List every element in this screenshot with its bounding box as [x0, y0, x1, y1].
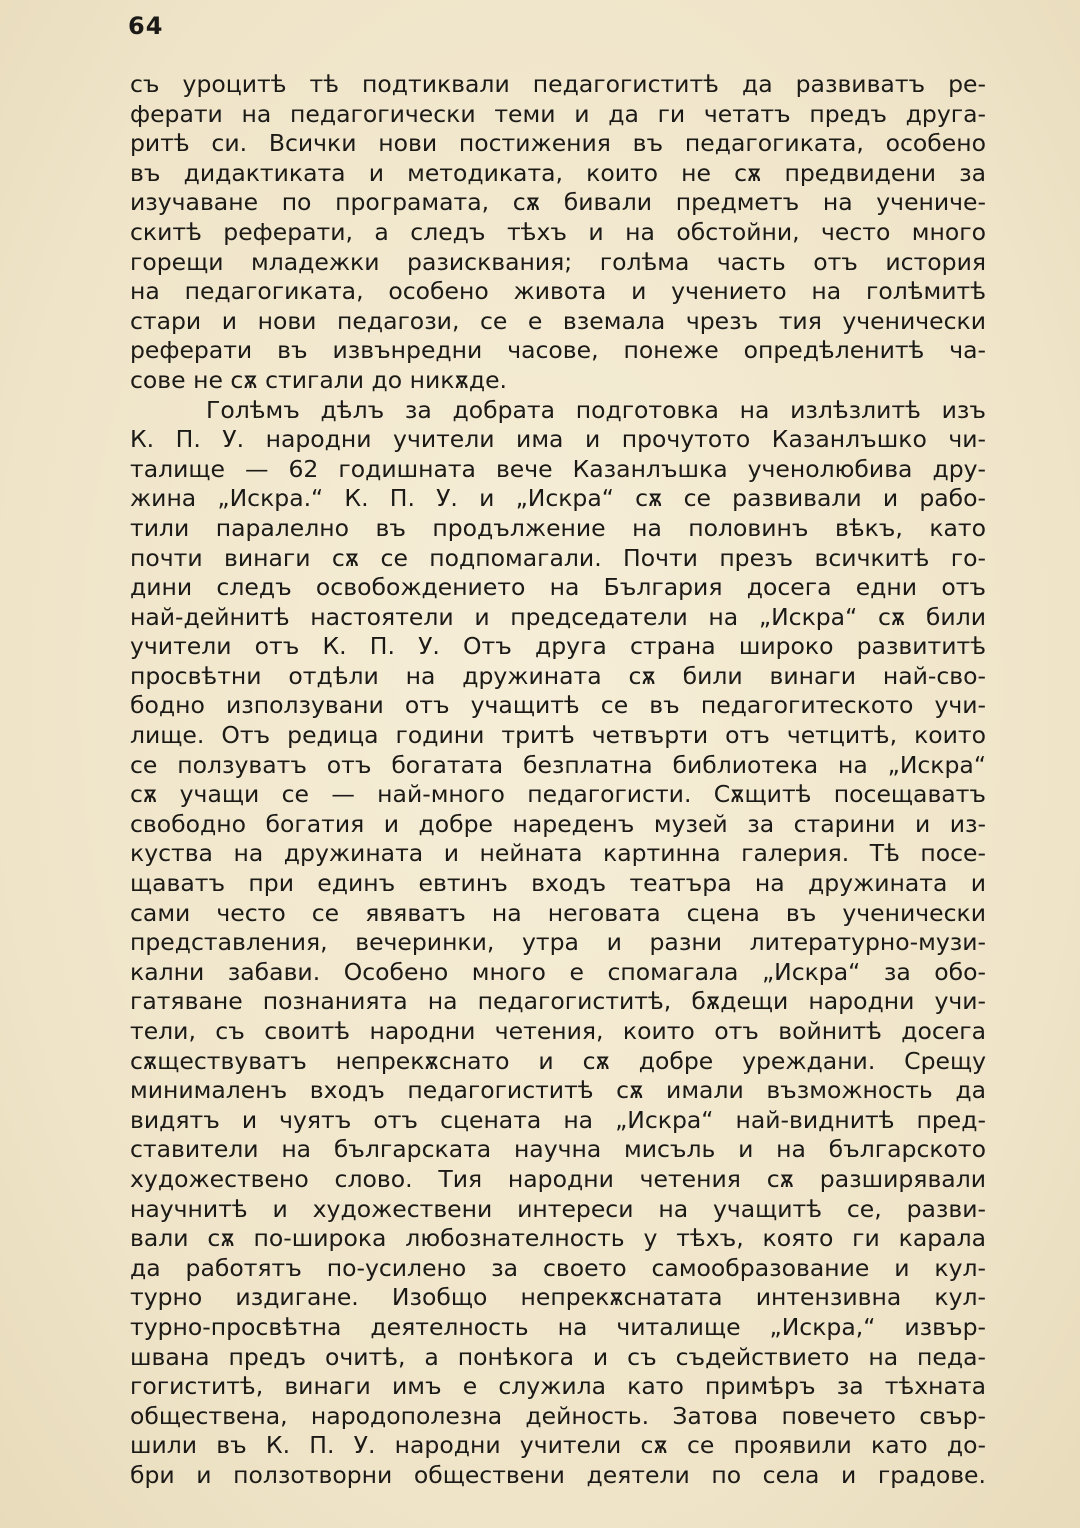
text-line: свободно богатия и добре нареденъ музей за старини и из-	[130, 809, 986, 838]
text-line: кални забави. Особено много е спомагала „Искра“ за обо-	[130, 957, 986, 986]
text-line: дини следъ освобождението на България досега едни отъ	[130, 573, 986, 602]
text-line: швана предъ очитѣ, а понѣкога и съ съдействието на педа-	[130, 1342, 986, 1371]
text-line: К. П. У. народни учители има и прочутото Казанлъшко чи-	[130, 425, 986, 454]
text-line: сами често се явяватъ на неговата сцена въ ученически	[130, 898, 986, 927]
text-line: просвѣтни отдѣли на дружината сѫ били винаги най-сво-	[130, 661, 986, 690]
text-line: гатяване познанията на педагогиститѣ, бѫдещи народни учи-	[130, 987, 986, 1016]
text-line: на педагогиката, особено живота и учението на голѣмитѣ	[130, 277, 986, 306]
text-line: въ дидактиката и методиката, които не сѫ предвидени за	[130, 158, 986, 187]
text-line: научнитѣ и художествени интереси на учащитѣ се, разви-	[130, 1194, 986, 1223]
body-text	[130, 70, 986, 1491]
paragraph-1	[130, 70, 986, 396]
text-line: реферати въ извънредни часове, понеже опредѣленитѣ ча-	[130, 336, 986, 365]
text-line: Голѣмъ дѣлъ за добрата подготовка на излѣзлитѣ изъ	[206, 395, 986, 424]
text-line: горещи младежки разисквания; голѣма часть отъ история	[130, 247, 986, 276]
text-line: талище — 62 годишната вече Казанлъшка ученолюбива дру-	[130, 454, 986, 483]
text-line: художествено слово. Тия народни четения сѫ разширявали	[130, 1164, 986, 1193]
text-line: изучаване по програмата, сѫ бивали предметъ на учениче-	[130, 188, 986, 217]
text-line: ставители на българската научна мисъль и на българското	[130, 1135, 986, 1164]
text-line: ритѣ си. Всички нови постижения въ педагогиката, особено	[130, 129, 986, 158]
text-line: турно издигане. Изобщо непрекѫснатата интензивна кул-	[130, 1283, 986, 1312]
text-line: жина „Искра.“ К. П. У. и „Искра“ сѫ се развивали и рабо-	[130, 484, 986, 513]
text-line: бодно използувани отъ учащитѣ се въ педагогитеското учи-	[130, 691, 986, 720]
text-line: се ползуватъ отъ богатата безплатна библиотека на „Искра“	[130, 750, 986, 779]
text-line: турно-просвѣтна деятелность на читалище „Искра,“ извър-	[130, 1312, 986, 1341]
text-line: бри и ползотворни обществени деятели по села и градове.	[130, 1460, 986, 1489]
text-line: сове не сѫ стигали до никѫде.	[130, 365, 508, 394]
text-line: почти винаги сѫ се подпомагали. Почти презъ всичкитѣ го-	[130, 543, 986, 572]
text-line: да работятъ по-усилено за своето самообразование и кул-	[130, 1253, 986, 1282]
text-line: обществена, народополезна дейность. Затова повечето свър-	[130, 1401, 986, 1430]
text-line: най-дейнитѣ настоятели и председатели на „Искра“ сѫ били	[130, 602, 986, 631]
text-line: гогиститѣ, винаги имъ е служила като примѣръ за тѣхната	[130, 1372, 986, 1401]
text-line: щаватъ при единъ евтинъ входъ театъра на дружината и	[130, 869, 986, 898]
text-line: ферати на педагогически теми и да ги четатъ предъ друга-	[130, 99, 986, 128]
text-line: куства на дружината и нейната картинна галерия. Тѣ посе-	[130, 839, 986, 868]
page-number: 64	[128, 12, 164, 40]
text-line: представления, вечеринки, утра и разни литературно-музи-	[130, 928, 986, 957]
text-line: вали сѫ по-широка любознателность у тѣхъ, която ги карала	[130, 1224, 986, 1253]
text-line: шили въ К. П. У. народни учители сѫ се проявили като до-	[130, 1431, 986, 1460]
text-line: стари и нови педагози, се е вземала чрезъ тия ученически	[130, 306, 986, 335]
text-line: лище. Отъ редица години тритѣ четвърти отъ четцитѣ, които	[130, 721, 986, 750]
text-line: съ уроцитѣ тѣ подтиквали педагогиститѣ да развиватъ ре-	[130, 70, 986, 98]
text-line: сѫществуватъ непрекѫснато и сѫ добре уреждани. Срещу	[130, 1046, 986, 1075]
text-line: тили паралелно въ продължение на половинъ вѣкъ, като	[130, 513, 986, 542]
paragraph-2	[130, 396, 986, 1491]
text-line: тели, съ своитѣ народни четения, които отъ войнитѣ досега	[130, 1017, 986, 1045]
text-line: минималенъ входъ педагогиститѣ сѫ имали възможность да	[130, 1076, 986, 1105]
text-line: скитѣ реферати, а следъ тѣхъ и на обстойни, често много	[130, 217, 986, 246]
text-line: сѫ учащи се — най-много педагогисти. Сѫщитѣ посещаватъ	[130, 780, 986, 809]
text-line: учители отъ К. П. У. Отъ друга страна широко развититѣ	[130, 632, 986, 661]
text-line: видятъ и чуятъ отъ сцената на „Искра“ най-виднитѣ пред-	[130, 1105, 986, 1134]
